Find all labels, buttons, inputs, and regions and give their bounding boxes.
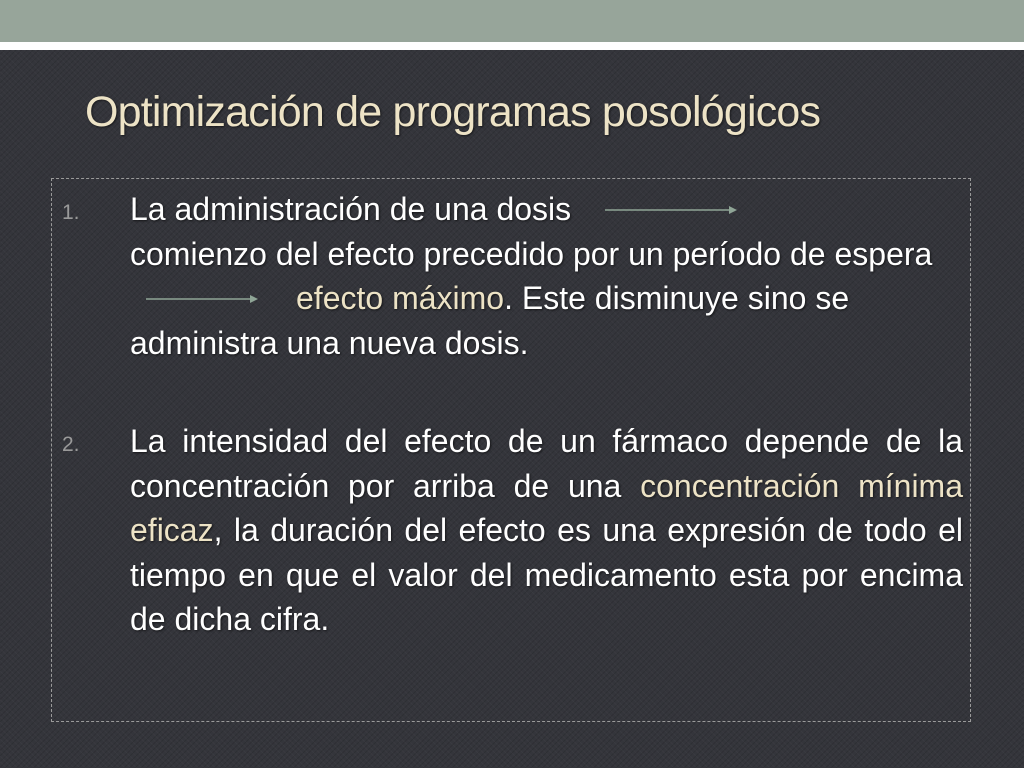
- text-segment: comienzo del efecto precedido por un período de espera: [130, 235, 933, 272]
- list-item-text: [130, 419, 963, 642]
- arrow-right-icon: [605, 204, 737, 216]
- highlighted-term: concentración mínima eficaz: [130, 467, 964, 548]
- top-rule: [0, 42, 1024, 50]
- text-segment: La administración de una dosis: [130, 191, 572, 227]
- text-segment: , la duración del efecto es una expresión de todo el tiempo en que el valor del medicamento esta por encima de dicha cifra.: [130, 512, 963, 637]
- content-placeholder: [51, 178, 971, 722]
- text-segment: . Este disminuye sino se administra una nueva dosis.: [130, 280, 850, 361]
- list-number: 1.: [62, 201, 80, 224]
- list-number: 2.: [62, 433, 80, 456]
- top-band: [0, 0, 1024, 42]
- list-item-text: [130, 187, 963, 365]
- arrow-right-icon: [146, 293, 258, 305]
- highlighted-term: efecto máximo: [296, 280, 505, 316]
- text-segment: La intensidad del efecto de un fármaco depende de la concentración por arriba de una: [130, 423, 963, 504]
- slide-title: Optimización de programas posológicos: [85, 88, 821, 136]
